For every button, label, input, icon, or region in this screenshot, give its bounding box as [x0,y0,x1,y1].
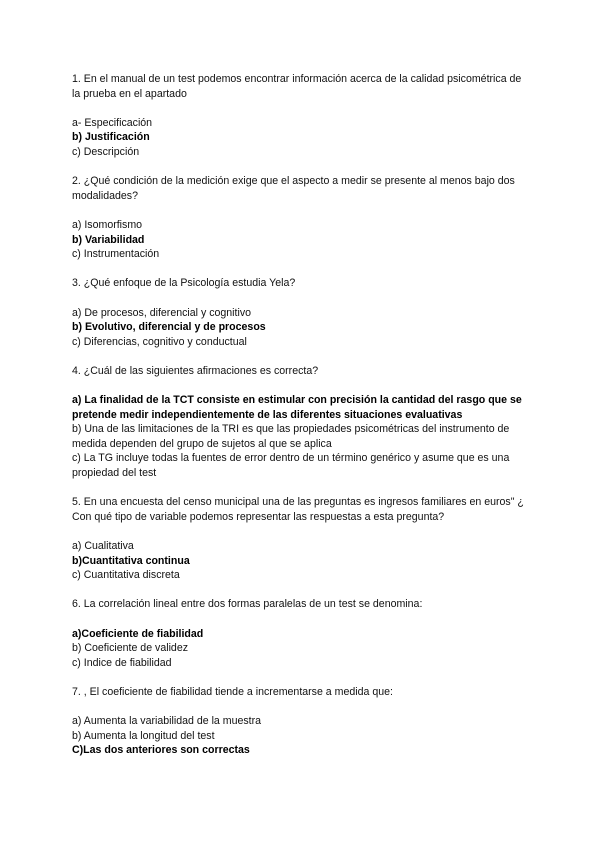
question-6-option-c: c) Indice de fiabilidad [72,656,172,669]
question-6-option-b: b) Coeficiente de validez [72,642,189,655]
question-6-text: 6. La correlación lineal entre dos formas paralelas de un test se denomina: [72,598,423,611]
question-4-option-a: a) La finalidad de la TCT consiste en estimular con precisión la cantidad del rasgo que se pretende medir independientemente de las diferentes situaciones evaluativas [72,394,522,421]
question-6-option-a: a)Coeficiente de fiabilidad [72,627,204,640]
question-2-option-c: c) Instrumentación [72,248,160,261]
question-2-option-b: b) Variabilidad [72,233,145,246]
question-7-option-a: a) Aumenta la variabilidad de la muestra [72,715,262,728]
question-3-option-b: b) Evolutivo, diferencial y de procesos [72,321,266,334]
question-2-option-a: a) Isomorfismo [72,218,143,231]
question-7-text: 7. , El coeficiente de fiabilidad tiende a incrementarse a medida que: [72,685,393,698]
question-2-text: 2. ¿Qué condición de la medición exige que el aspecto a medir se presente al menos bajo dos modalidades? [72,175,515,202]
question-5-text: 5. En una encuesta del censo municipal una de las preguntas es ingresos familiares en euros" ¿ Con qué tipo de variable podemos representar las respuestas a esta pregunta? [72,496,524,523]
question-6-options [72,627,532,671]
question-7-options [72,714,532,758]
question-4-text: 4. ¿Cuál de las siguientes afirmaciones es correcta? [72,364,319,377]
question-1-option-a: a- Especificación [72,116,153,129]
question-4-option-c: c) La TG incluye todas la fuentes de error dentro de un término genérico y asume que es una propiedad del test [72,452,510,480]
question-5-option-b: b)Cuantitativa continua [72,554,190,567]
question-7-option-b: b) Aumenta la longitud del test [72,729,215,742]
question-7-option-c: C)Las dos anteriores son correctas [72,744,250,757]
question-3-options [72,306,532,350]
questions-list [72,72,532,773]
question-3-option-c: c) Diferencias, cognitivo y conductual [72,335,247,348]
question-3-text: 3. ¿Qué enfoque de la Psicología estudia Yela? [72,277,296,290]
question-3-option-a: a) De procesos, diferencial y cognitivo [72,306,252,319]
question-4-option-b: b) Una de las limitaciones de la TRI es que las propiedades psicométricas del instrumento de medida dependen del grupo de sujetos al que se aplica [72,423,510,450]
question-4-options [72,393,532,481]
question-1-option-b: b) Justificación [72,131,150,144]
question-1-options [72,116,532,160]
question-5-option-a: a) Cualitativa [72,540,134,552]
question-2-options [72,218,532,262]
question-5-options [72,539,532,583]
question-1-option-c: c) Descripción [72,145,140,158]
question-1-text: 1. En el manual de un test podemos encontrar información acerca de la calidad psicométrica de la prueba en el apartado [72,73,522,100]
question-5-option-c: c) Cuantitativa discreta [72,569,180,582]
